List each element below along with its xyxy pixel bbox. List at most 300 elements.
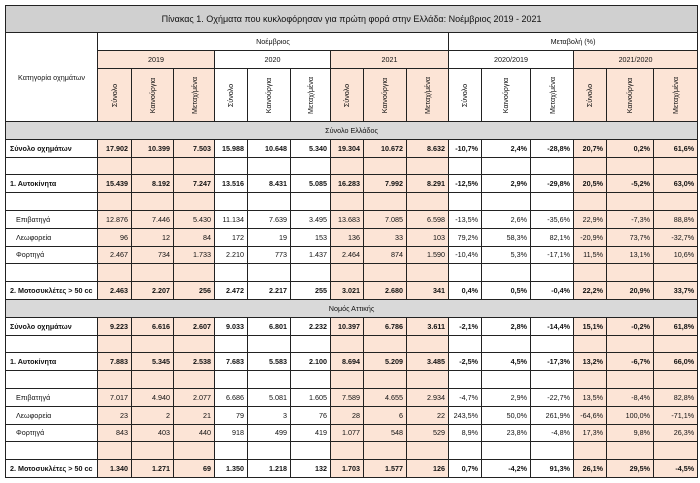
cell-value: -12,5%: [449, 175, 482, 193]
cell-value: [331, 264, 364, 282]
sub-header-label: Μεταχ/μένα: [547, 76, 557, 114]
cell-value: [482, 157, 531, 175]
cell-value: 17.902: [98, 139, 132, 157]
cell-value: [331, 371, 364, 389]
cell-value: 12: [132, 228, 174, 246]
cell-value: [98, 193, 132, 211]
cell-value: 63,0%: [654, 175, 698, 193]
cell-value: [482, 371, 531, 389]
cell-value: 13.683: [331, 210, 364, 228]
cell-value: 7.683: [215, 353, 248, 371]
cell-value: [531, 335, 574, 353]
cell-value: [531, 264, 574, 282]
cell-value: 22,2%: [574, 282, 607, 300]
row-label: Σύνολο οχημάτων: [6, 317, 98, 335]
cell-value: 26,1%: [574, 460, 607, 478]
cell-value: [248, 442, 291, 460]
cell-value: [98, 335, 132, 353]
sub-header: [132, 69, 174, 122]
cell-value: 2.607: [174, 317, 215, 335]
cell-value: [407, 157, 449, 175]
cell-value: 499: [248, 424, 291, 442]
cell-value: [174, 193, 215, 211]
row-label: [6, 335, 98, 353]
cell-value: 3: [248, 406, 291, 424]
cell-value: 8.291: [407, 175, 449, 193]
sub-header-label: Καινούργια: [264, 77, 274, 113]
cell-value: [607, 264, 654, 282]
cell-value: -10,4%: [449, 246, 482, 264]
cell-value: [654, 442, 698, 460]
cell-value: [531, 193, 574, 211]
cell-value: 529: [407, 424, 449, 442]
cell-value: [574, 193, 607, 211]
cell-value: 4.655: [364, 388, 407, 406]
cell-value: 2.538: [174, 353, 215, 371]
cell-value: [215, 371, 248, 389]
cell-value: 100,0%: [607, 406, 654, 424]
row-label: 2. Μοτοσυκλέτες > 50 cc: [6, 460, 98, 478]
cell-value: -0,4%: [531, 282, 574, 300]
cell-value: 1.350: [215, 460, 248, 478]
cell-value: 84: [174, 228, 215, 246]
category-header: Κατηγορία οχημάτων: [6, 33, 98, 122]
row-label: [6, 371, 98, 389]
cell-value: [574, 442, 607, 460]
cell-value: 23: [98, 406, 132, 424]
cell-value: -6,7%: [607, 353, 654, 371]
blank-row: [6, 371, 698, 389]
cell-value: [654, 335, 698, 353]
cell-value: 2.467: [98, 246, 132, 264]
table-row: [6, 139, 698, 157]
cell-value: -32,7%: [654, 228, 698, 246]
cell-value: 0,2%: [607, 139, 654, 157]
blank-row: [6, 442, 698, 460]
cell-value: 11.134: [215, 210, 248, 228]
cell-value: 13,5%: [574, 388, 607, 406]
cell-value: [132, 335, 174, 353]
cell-value: 61,6%: [654, 139, 698, 157]
sub-header-label: Σύνολο: [226, 83, 236, 107]
cell-value: 22,9%: [574, 210, 607, 228]
cell-value: 8.694: [331, 353, 364, 371]
cell-value: 256: [174, 282, 215, 300]
cell-value: 8.192: [132, 175, 174, 193]
period-header-2020: 2020: [215, 51, 331, 69]
cell-value: [574, 335, 607, 353]
cell-value: [132, 371, 174, 389]
cell-value: [482, 193, 531, 211]
cell-value: 1.077: [331, 424, 364, 442]
cell-value: -10,7%: [449, 139, 482, 157]
cell-value: 7.085: [364, 210, 407, 228]
cell-value: [574, 264, 607, 282]
cell-value: 19: [248, 228, 291, 246]
cell-value: 50,0%: [482, 406, 531, 424]
cell-value: 243,5%: [449, 406, 482, 424]
cell-value: 15,1%: [574, 317, 607, 335]
cell-value: 5.081: [248, 388, 291, 406]
cell-value: 6: [364, 406, 407, 424]
cell-value: 126: [407, 460, 449, 478]
cell-value: 29,5%: [607, 460, 654, 478]
cell-value: [132, 264, 174, 282]
cell-value: 0,4%: [449, 282, 482, 300]
cell-value: [449, 371, 482, 389]
cell-value: 4.940: [132, 388, 174, 406]
blank-row: [6, 157, 698, 175]
cell-value: [407, 442, 449, 460]
cell-value: 403: [132, 424, 174, 442]
cell-value: [248, 371, 291, 389]
sub-header-label: Καινούργια: [501, 77, 511, 113]
cell-value: 7.247: [174, 175, 215, 193]
cell-value: 22: [407, 406, 449, 424]
sub-header-label: Μεταχ/μένα: [422, 76, 432, 114]
sub-header: [531, 69, 574, 122]
period-header-2020-2019: 2020/2019: [449, 51, 574, 69]
cell-value: [98, 264, 132, 282]
cell-value: -5,2%: [607, 175, 654, 193]
cell-value: 3.485: [407, 353, 449, 371]
cell-value: 33,7%: [654, 282, 698, 300]
cell-value: 61,8%: [654, 317, 698, 335]
cell-value: 20,5%: [574, 175, 607, 193]
cell-value: 2,8%: [482, 317, 531, 335]
cell-value: 8.431: [248, 175, 291, 193]
cell-value: 1.437: [291, 246, 331, 264]
cell-value: [531, 442, 574, 460]
cell-value: 7.503: [174, 139, 215, 157]
cell-value: [607, 193, 654, 211]
table-row: [6, 246, 698, 264]
cell-value: 2.100: [291, 353, 331, 371]
cell-value: [482, 442, 531, 460]
cell-value: 2,9%: [482, 388, 531, 406]
cell-value: 1.703: [331, 460, 364, 478]
cell-value: 1.218: [248, 460, 291, 478]
cell-value: 5,3%: [482, 246, 531, 264]
sub-header: [174, 69, 215, 122]
cell-value: 3.611: [407, 317, 449, 335]
cell-value: 7.883: [98, 353, 132, 371]
cell-value: [607, 371, 654, 389]
group-header-change: Μεταβολή (%): [449, 33, 698, 51]
cell-value: 2.934: [407, 388, 449, 406]
cell-value: [654, 193, 698, 211]
row-label: Λεωφορεία: [6, 406, 98, 424]
cell-value: [215, 264, 248, 282]
cell-value: [248, 264, 291, 282]
cell-value: 5.085: [291, 175, 331, 193]
cell-value: 7.589: [331, 388, 364, 406]
cell-value: -14,4%: [531, 317, 574, 335]
cell-value: [132, 193, 174, 211]
cell-value: 6.598: [407, 210, 449, 228]
cell-value: 33: [364, 228, 407, 246]
cell-value: 7.017: [98, 388, 132, 406]
cell-value: 261,9%: [531, 406, 574, 424]
cell-value: [291, 335, 331, 353]
table-row: [6, 317, 698, 335]
cell-value: 2,9%: [482, 175, 531, 193]
cell-value: 1.590: [407, 246, 449, 264]
cell-value: 13.516: [215, 175, 248, 193]
cell-value: 9,8%: [607, 424, 654, 442]
cell-value: 2.077: [174, 388, 215, 406]
cell-value: 82,1%: [531, 228, 574, 246]
cell-value: 3.021: [331, 282, 364, 300]
cell-value: [607, 157, 654, 175]
cell-value: 23,8%: [482, 424, 531, 442]
cell-value: -7,3%: [607, 210, 654, 228]
cell-value: [449, 157, 482, 175]
sub-header-label: Καινούργια: [147, 77, 157, 113]
cell-value: 5.583: [248, 353, 291, 371]
sub-header: [407, 69, 449, 122]
cell-value: [364, 335, 407, 353]
period-header-2021-2020: 2021/2020: [574, 51, 698, 69]
row-label: Επιβατηγά: [6, 210, 98, 228]
cell-value: 21: [174, 406, 215, 424]
sub-header-label: Σύνολο: [460, 83, 470, 107]
section-header: Σύνολο Ελλάδος: [6, 122, 698, 140]
cell-value: 2.232: [291, 317, 331, 335]
cell-value: [407, 264, 449, 282]
cell-value: -22,7%: [531, 388, 574, 406]
table-row: [6, 210, 698, 228]
cell-value: -20,9%: [574, 228, 607, 246]
sub-header: [449, 69, 482, 122]
cell-value: 20,9%: [607, 282, 654, 300]
cell-value: 16.283: [331, 175, 364, 193]
cell-value: 548: [364, 424, 407, 442]
cell-value: 11,5%: [574, 246, 607, 264]
cell-value: 28: [331, 406, 364, 424]
cell-value: 132: [291, 460, 331, 478]
blank-row: [6, 264, 698, 282]
cell-value: [331, 157, 364, 175]
sub-header-label: Σύνολο: [585, 83, 595, 107]
cell-value: 2: [132, 406, 174, 424]
cell-value: 3.495: [291, 210, 331, 228]
cell-value: 15.439: [98, 175, 132, 193]
cell-value: 734: [132, 246, 174, 264]
cell-value: 103: [407, 228, 449, 246]
cell-value: -0,2%: [607, 317, 654, 335]
cell-value: 6.801: [248, 317, 291, 335]
cell-value: 58,3%: [482, 228, 531, 246]
cell-value: 20,7%: [574, 139, 607, 157]
row-label: Σύνολο οχημάτων: [6, 139, 98, 157]
cell-value: [291, 264, 331, 282]
cell-value: 12.876: [98, 210, 132, 228]
cell-value: 10.399: [132, 139, 174, 157]
cell-value: [364, 193, 407, 211]
sub-header: [291, 69, 331, 122]
cell-value: [364, 264, 407, 282]
cell-value: -4,8%: [531, 424, 574, 442]
group-header-november: Νοέμβριος: [98, 33, 449, 51]
sub-header: [98, 69, 132, 122]
cell-value: [291, 442, 331, 460]
cell-value: [331, 335, 364, 353]
cell-value: 76: [291, 406, 331, 424]
row-label: [6, 442, 98, 460]
cell-value: [531, 371, 574, 389]
cell-value: 79,2%: [449, 228, 482, 246]
table-row: [6, 424, 698, 442]
cell-value: 153: [291, 228, 331, 246]
cell-value: [407, 193, 449, 211]
row-label: Λεωφορεία: [6, 228, 98, 246]
cell-value: 79: [215, 406, 248, 424]
cell-value: 0,5%: [482, 282, 531, 300]
cell-value: -4,2%: [482, 460, 531, 478]
sub-header-label: Μεταχ/μένα: [305, 76, 315, 114]
vehicle-registrations-table: [5, 5, 698, 478]
row-label: [6, 157, 98, 175]
cell-value: 6.786: [364, 317, 407, 335]
sub-header: [331, 69, 364, 122]
cell-value: [364, 371, 407, 389]
blank-row: [6, 335, 698, 353]
cell-value: 82,8%: [654, 388, 698, 406]
cell-value: [364, 442, 407, 460]
cell-value: -71,1%: [654, 406, 698, 424]
cell-value: 66,0%: [654, 353, 698, 371]
cell-value: 5.345: [132, 353, 174, 371]
cell-value: 9.223: [98, 317, 132, 335]
cell-value: 9.033: [215, 317, 248, 335]
table-row: [6, 460, 698, 478]
cell-value: [215, 335, 248, 353]
cell-value: [607, 335, 654, 353]
row-label: [6, 264, 98, 282]
cell-value: 88,8%: [654, 210, 698, 228]
cell-value: 2.207: [132, 282, 174, 300]
sub-header-label: Καινούργια: [625, 77, 635, 113]
row-label: Φορτηγά: [6, 424, 98, 442]
cell-value: 13,1%: [607, 246, 654, 264]
cell-value: 91,3%: [531, 460, 574, 478]
cell-value: [574, 157, 607, 175]
cell-value: [291, 193, 331, 211]
row-label: 1. Αυτοκίνητα: [6, 353, 98, 371]
cell-value: -17,3%: [531, 353, 574, 371]
cell-value: [215, 442, 248, 460]
cell-value: [654, 371, 698, 389]
cell-value: [331, 193, 364, 211]
cell-value: 440: [174, 424, 215, 442]
sub-header: [215, 69, 248, 122]
cell-value: [449, 442, 482, 460]
cell-value: 843: [98, 424, 132, 442]
cell-value: [248, 335, 291, 353]
cell-value: 8.632: [407, 139, 449, 157]
cell-value: [407, 371, 449, 389]
cell-value: -17,1%: [531, 246, 574, 264]
cell-value: 7.446: [132, 210, 174, 228]
cell-value: 2.463: [98, 282, 132, 300]
table-row: [6, 406, 698, 424]
cell-value: [654, 157, 698, 175]
section-header: Νομός Αττικής: [6, 299, 698, 317]
cell-value: 4,5%: [482, 353, 531, 371]
cell-value: [174, 371, 215, 389]
cell-value: -29,8%: [531, 175, 574, 193]
table-row: [6, 228, 698, 246]
cell-value: 874: [364, 246, 407, 264]
cell-value: 2,4%: [482, 139, 531, 157]
cell-value: -2,1%: [449, 317, 482, 335]
cell-value: [132, 442, 174, 460]
cell-value: 2.464: [331, 246, 364, 264]
cell-value: [331, 442, 364, 460]
cell-value: -13,5%: [449, 210, 482, 228]
cell-value: [215, 193, 248, 211]
cell-value: 172: [215, 228, 248, 246]
cell-value: 255: [291, 282, 331, 300]
cell-value: 2,6%: [482, 210, 531, 228]
row-label: [6, 193, 98, 211]
cell-value: [248, 193, 291, 211]
sub-header: [654, 69, 698, 122]
cell-value: 13,2%: [574, 353, 607, 371]
sub-header-label: Σύνολο: [110, 83, 119, 107]
cell-value: 1.577: [364, 460, 407, 478]
period-header-2019: 2019: [98, 51, 215, 69]
cell-value: [482, 335, 531, 353]
cell-value: 10,6%: [654, 246, 698, 264]
cell-value: 341: [407, 282, 449, 300]
cell-value: -4,7%: [449, 388, 482, 406]
cell-value: 19.304: [331, 139, 364, 157]
cell-value: 69: [174, 460, 215, 478]
cell-value: 2.680: [364, 282, 407, 300]
cell-value: 96: [98, 228, 132, 246]
cell-value: [654, 264, 698, 282]
cell-value: 1.340: [98, 460, 132, 478]
cell-value: [174, 157, 215, 175]
blank-row: [6, 193, 698, 211]
cell-value: 2.472: [215, 282, 248, 300]
cell-value: [98, 371, 132, 389]
cell-value: 26,3%: [654, 424, 698, 442]
cell-value: 5.430: [174, 210, 215, 228]
cell-value: [98, 442, 132, 460]
cell-value: -35,6%: [531, 210, 574, 228]
cell-value: 419: [291, 424, 331, 442]
row-label: Επιβατηγά: [6, 388, 98, 406]
cell-value: -28,8%: [531, 139, 574, 157]
cell-value: [132, 157, 174, 175]
cell-value: [215, 157, 248, 175]
table-row: [6, 388, 698, 406]
sub-header: [607, 69, 654, 122]
cell-value: -64,6%: [574, 406, 607, 424]
cell-value: 1.271: [132, 460, 174, 478]
cell-value: -8,4%: [607, 388, 654, 406]
cell-value: [98, 157, 132, 175]
cell-value: 136: [331, 228, 364, 246]
cell-value: [174, 335, 215, 353]
cell-value: [574, 371, 607, 389]
row-label: 1. Αυτοκίνητα: [6, 175, 98, 193]
sub-header: [248, 69, 291, 122]
cell-value: [449, 264, 482, 282]
